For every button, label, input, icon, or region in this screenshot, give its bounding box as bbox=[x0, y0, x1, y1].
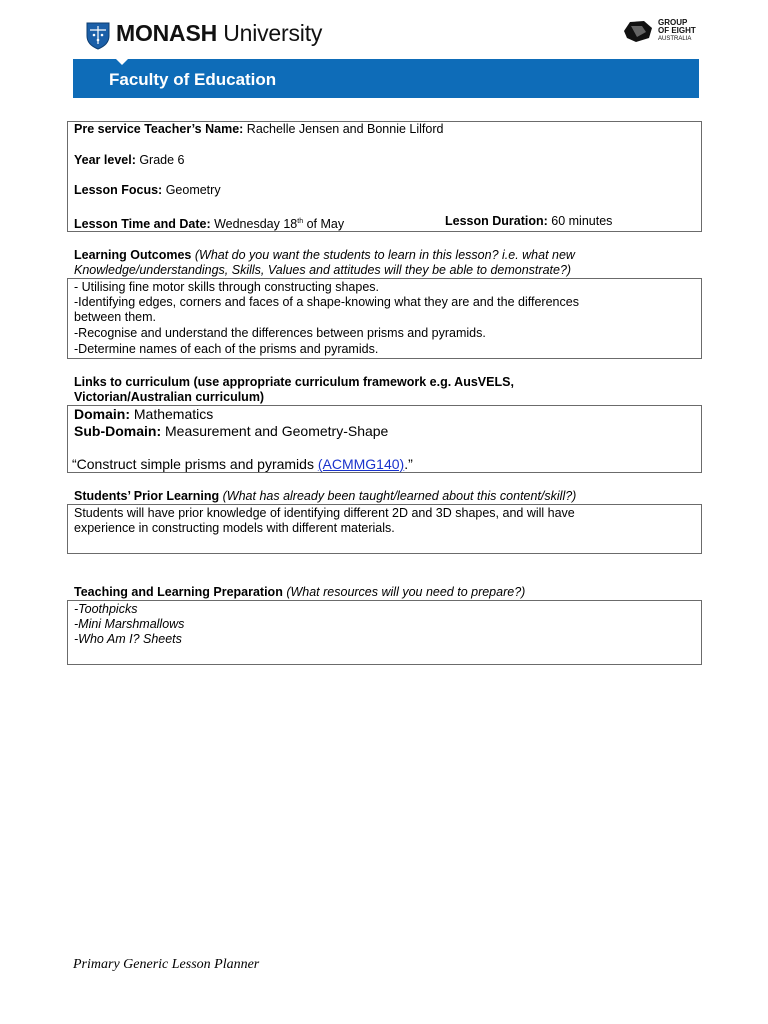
outcome-line: -Determine names of each of the prisms and pyramids. bbox=[74, 342, 379, 356]
year-level-label: Year level: bbox=[74, 153, 136, 167]
prior-learning-line: experience in constructing models with different materials. bbox=[74, 521, 395, 535]
faculty-title: Faculty of Education bbox=[109, 70, 277, 89]
outcome-line: -Identifying edges, corners and faces of a shape-knowing what they are and the differences bbox=[74, 295, 579, 309]
monash-crest-icon bbox=[86, 22, 110, 50]
curriculum-quote-end: .” bbox=[404, 456, 413, 472]
lesson-focus-value: Geometry bbox=[162, 183, 221, 197]
domain-label: Domain: bbox=[74, 406, 130, 422]
teacher-name-row bbox=[74, 122, 443, 138]
preparation-item: -Mini Marshmallows bbox=[74, 617, 185, 631]
subdomain-row bbox=[74, 423, 388, 439]
preparation-item: -Toothpicks bbox=[74, 602, 138, 616]
outcome-line: between them. bbox=[74, 310, 156, 324]
curriculum-quote-text: “Construct simple prisms and pyramids bbox=[72, 456, 318, 472]
monash-wordmark: MONASH University bbox=[116, 20, 323, 46]
subdomain-label: Sub-Domain: bbox=[74, 423, 162, 439]
preparation-title: Teaching and Learning Preparation bbox=[74, 585, 283, 599]
preparation-heading bbox=[74, 585, 525, 601]
lesson-duration-row bbox=[445, 214, 612, 230]
prior-learning-heading bbox=[74, 489, 576, 505]
lesson-duration-value: 60 minutes bbox=[547, 214, 613, 228]
year-level-row bbox=[74, 153, 185, 169]
lesson-time-row bbox=[74, 214, 344, 233]
lesson-time-value: Wednesday 18 bbox=[210, 217, 298, 232]
prior-learning-question: (What has already been taught/learned about this content/skill?) bbox=[219, 489, 577, 503]
domain-value: Mathematics bbox=[130, 406, 214, 422]
preparation-item: -Who Am I? Sheets bbox=[74, 632, 182, 646]
learning-outcomes-question-2: Knowledge/understandings, Skills, Values and attitudes will they be able to demonstrate?) bbox=[74, 263, 572, 277]
outcome-line: - Utilising fine motor skills through constructing shapes. bbox=[74, 280, 379, 294]
group-of-eight-wordmark: GROUP OF EIGHT AUSTRALIA bbox=[658, 18, 696, 42]
lesson-time-sup: th bbox=[297, 218, 304, 225]
learning-outcomes-question-1: (What do you want the students to learn in this lesson? i.e. what new bbox=[194, 248, 575, 262]
lesson-time-value-month: of May bbox=[303, 217, 345, 232]
page-footer: Primary Generic Lesson Planner bbox=[73, 957, 260, 972]
prior-learning-line: Students will have prior knowledge of identifying different 2D and 3D shapes, and will have bbox=[74, 506, 575, 520]
learning-outcomes-title: Learning Outcomes bbox=[74, 248, 192, 262]
outcome-line: -Recognise and understand the differences between prisms and pyramids. bbox=[74, 326, 486, 340]
teacher-name-label: Pre service Teacher’s Name: bbox=[74, 122, 244, 136]
acmmg140-link[interactable]: (ACMMG140) bbox=[317, 456, 405, 472]
year-level-value: Grade 6 bbox=[135, 153, 185, 167]
lesson-duration-label: Lesson Duration: bbox=[445, 214, 548, 228]
lesson-time-label: Lesson Time and Date: bbox=[74, 217, 211, 232]
banner-notch bbox=[116, 59, 128, 65]
curriculum-heading-2: Victorian/Australian curriculum) bbox=[74, 390, 265, 404]
prior-learning-title: Students’ Prior Learning bbox=[74, 489, 220, 503]
curriculum-quote bbox=[72, 456, 413, 472]
curriculum-heading-1: Links to curriculum (use appropriate curriculum framework e.g. AusVELS, bbox=[74, 375, 514, 389]
domain-row bbox=[74, 406, 213, 422]
learning-outcomes-heading bbox=[74, 248, 575, 264]
subdomain-value: Measurement and Geometry-Shape bbox=[161, 423, 389, 439]
lesson-focus-row bbox=[74, 183, 221, 199]
lesson-focus-label: Lesson Focus: bbox=[74, 183, 163, 197]
teacher-name-value: Rachelle Jensen and Bonnie Lilford bbox=[243, 122, 444, 136]
preparation-question: (What resources will you need to prepare?) bbox=[282, 585, 526, 599]
